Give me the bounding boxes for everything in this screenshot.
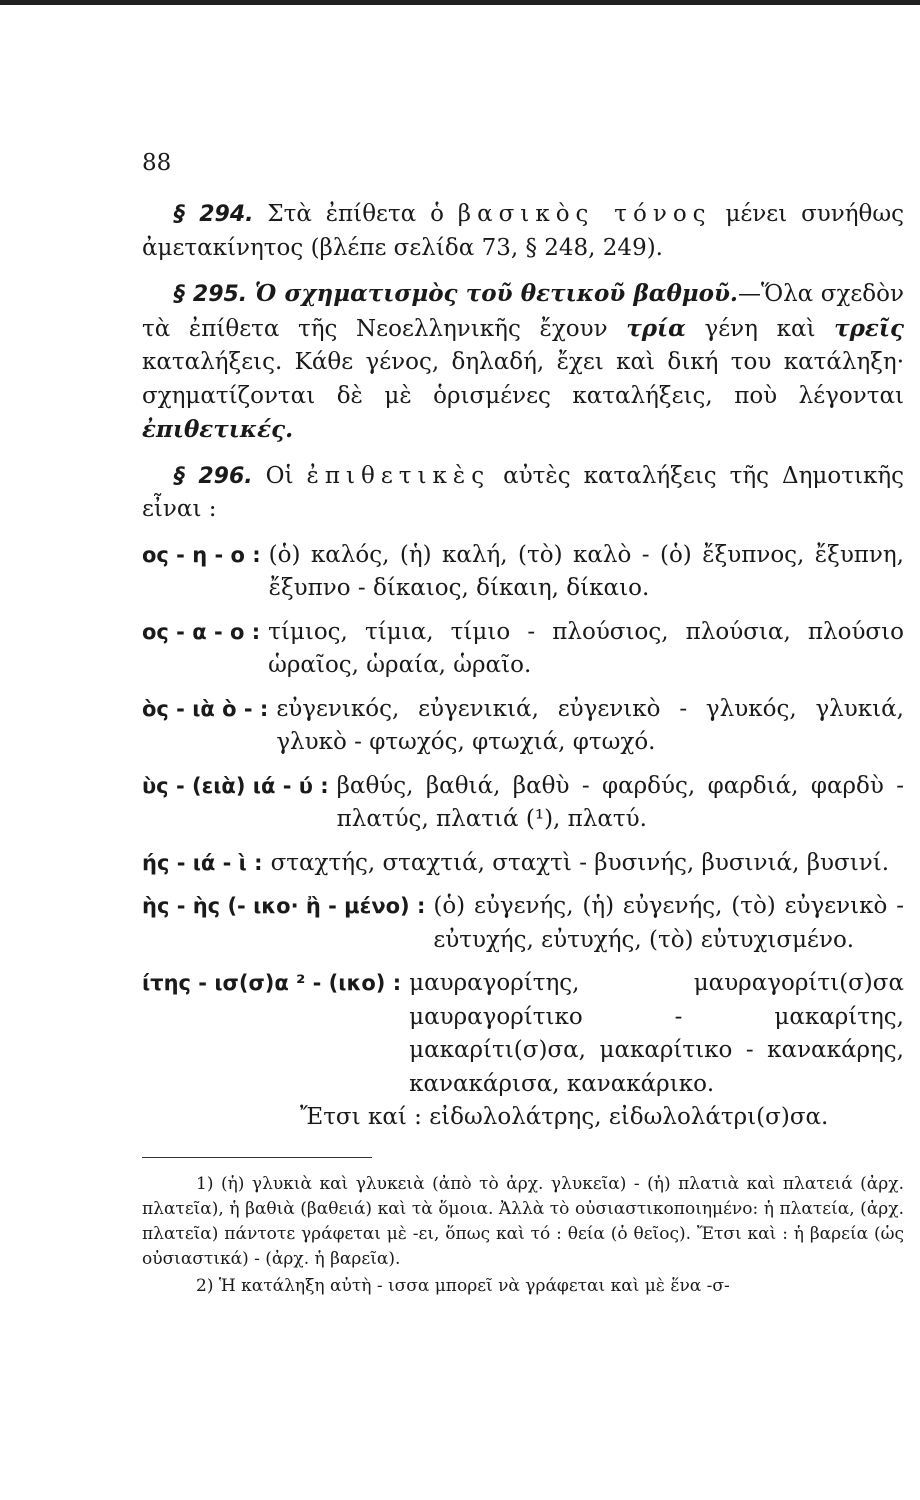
paragraph-294 [142, 198, 904, 265]
paragraph-text: καταλήξεις. Κάθε γένος, δηλαδή, ἔχει καὶ δική του κατάληξη· σχηματίζονται δὲ μὲ ὁρισμένες καταλήξεις, ποὺ λέγονται [142, 349, 904, 409]
ending-row [142, 770, 904, 837]
spaced-term: βασικὸς τόνος [457, 201, 712, 227]
section-label: § 294. [174, 202, 254, 227]
footnote-2: 2) Ἡ κατάληξη αὐτὴ - ισσα μπορεῖ νὰ γράφεται καὶ μὲ ἕνα -σ- [196, 1275, 730, 1296]
ending-row [142, 967, 904, 1101]
ending-row [142, 693, 904, 760]
footnote-divider [142, 1157, 372, 1158]
ending-label: ίτης - ισ(σ)α ² - (ικο) : [142, 971, 402, 995]
paragraph-text: Οἱ [265, 462, 294, 489]
ending-row [142, 890, 904, 957]
ending-examples: βαθύς, βαθιά, βαθὺ - φαρδύς, φαρδιά, φαρδὺ - πλατύς, πλατιά (¹), πλατύ. [336, 772, 904, 832]
bold-term: τρεῖς [834, 314, 905, 342]
bold-term: τρία [626, 314, 686, 342]
section-title: Ὁ σχηματισμὸς τοῦ θετικοῦ βαθμοῦ. [254, 280, 738, 307]
footnote-1: 1) (ἡ) γλυκιὰ καὶ γλυκειὰ (ἀπὸ τὸ ἀρχ. γλυκεῖα) - (ἡ) πλατιὰ καὶ πλατειά (ἀρχ. πλατεῖα), ἡ βαθιὰ (βαθειά) καὶ τὰ ὅμοια. Ἀλλὰ τὸ οὐσιαστικοποιημένο: ἡ πλατεία, (ἀρχ. πλατεῖα) πάντοτε γράφεται μὲ -ει, ὅπως καὶ τό : θεία (ὁ θεῖος). Ἔτσι καὶ : ἡ βαρεία (ὡς οὐσιαστικά) - (ἀρχ. ἡ βαρεῖα). [142, 1173, 904, 1269]
ending-examples: μαυραγορίτης, μαυραγορίτι(σ)σα μαυραγορίτικο - μακαρίτης, μακαρίτι(σ)σα, μακαρίτικο - κανακάρης, κανακάρισα, κανακάρικο. [409, 970, 904, 1097]
ending-label: ος - η - ο : [142, 542, 261, 567]
ending-label: ὴς - ὴς (- ικο· ἢ - μένο) : [142, 894, 426, 918]
ending-label: ὺς - (ειὰ) ιά - ύ : [142, 773, 329, 798]
ending-label: ής - ιά - ὶ : [142, 850, 263, 875]
ending-examples: σταχτής, σταχτιά, σταχτὶ - βυσινής, βυσινιά, βυσινί. [270, 849, 890, 876]
ending-row [142, 847, 904, 881]
section-label: § 295. [174, 282, 248, 307]
ending-examples: τίμιος, τίμια, τίμιο - πλούσιος, πλούσια, πλούσιο ὡραῖος, ὡραία, ὡραῖο. [268, 618, 904, 678]
additional-example: Ἔτσι καί : εἰδωλολάτρης, εἰδωλολάτρι(σ)σα. [300, 1104, 829, 1130]
paragraph-295 [142, 277, 904, 448]
paragraph-296 [142, 460, 904, 527]
paragraph-text: —Ὅλα σχεδὸν τὰ ἐπίθετα τῆς Νεοελληνικῆς ἔχουν [142, 281, 904, 342]
bold-term: ἐπιθετικές. [142, 416, 294, 443]
section-label: § 296. [174, 463, 253, 489]
ending-row [142, 539, 904, 606]
paragraph-text: Στὰ ἐπίθετα ὁ [267, 201, 444, 227]
ending-row [142, 616, 904, 683]
paragraph-text: μένει συνήθως ἀμετακίνητος (βλέπε σελίδα 73, § 248, 249). [142, 201, 904, 261]
ending-label: ος - α - ο : [142, 619, 261, 644]
page-top-edge [0, 0, 920, 5]
ending-examples: (ὁ) καλός, (ἡ) καλή, (τὸ) καλὸ - (ὁ) ἔξυπνος, ἔξυπνη, ἔξυπνο - δίκαιος, δίκαιη, δίκαιο. [268, 541, 904, 601]
ending-examples: (ὁ) εὐγενής, (ἡ) εὐγενής, (τὸ) εὐγενικὸ - εὐτυχής, εὐτυχής, (τὸ) εὐτυχισμένο. [433, 893, 904, 953]
ending-examples: εὐγενικός, εὐγενικιά, εὐγενικὸ - γλυκός, γλυκιά, γλυκὸ - φτωχός, φτωχιά, φτωχό. [276, 695, 904, 755]
spaced-term: ἐπιθετικὲς [306, 462, 491, 489]
ending-label: ὸς - ιὰ ὸ - : [142, 696, 269, 721]
book-page [142, 150, 904, 1301]
paragraph-text: γένη καὶ [704, 315, 816, 342]
paragraph-text: αὐτὲς καταλήξεις τῆς Δημοτικῆς εἶναι : [142, 462, 904, 522]
page-number: 88 [142, 150, 172, 176]
